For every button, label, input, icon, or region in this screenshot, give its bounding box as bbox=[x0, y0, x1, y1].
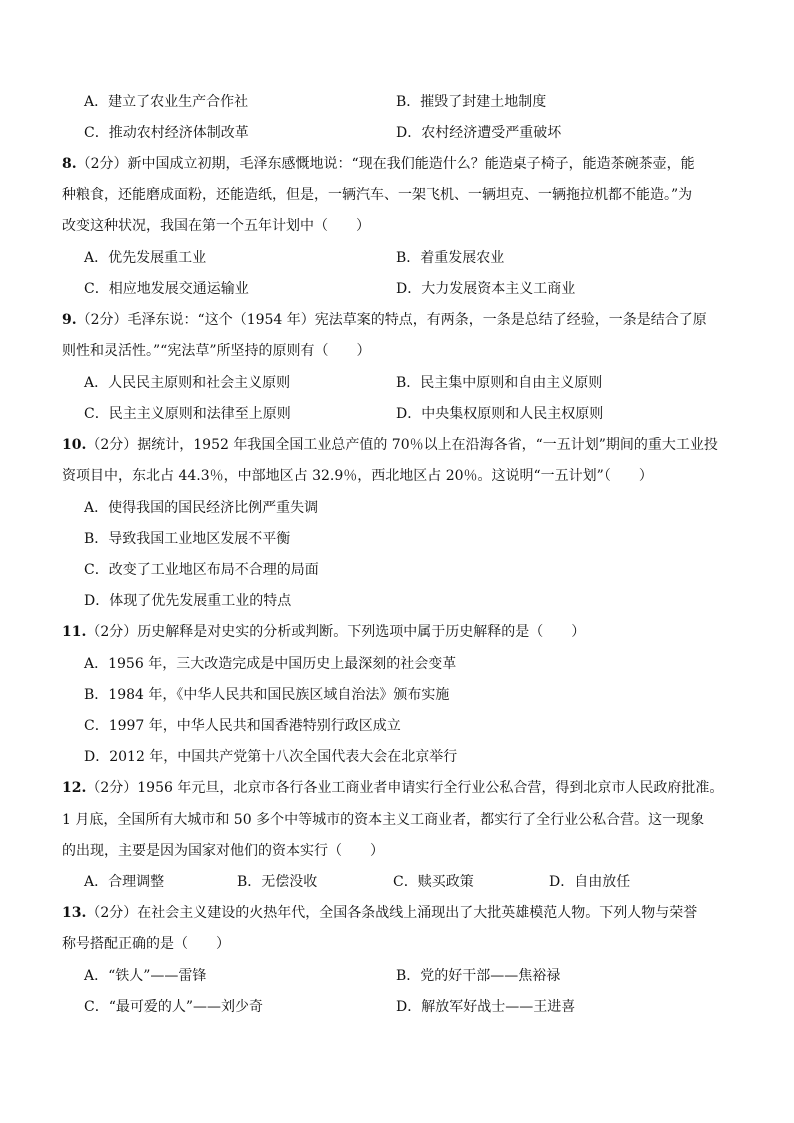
q11-option-b: B．1984 年，《中华人民共和国民族区域自治法》颁布实施 bbox=[84, 687, 450, 703]
q8-stem-line-2: 种粮食，还能磨成面粉，还能造纸，但是，一辆汽车、一架飞机、一辆坦克、一辆拖拉机都不能造。”为 bbox=[62, 187, 693, 203]
q7-option-b: B．摧毁了封建土地制度 bbox=[396, 94, 547, 110]
q12-option-c: C．赎买政策 bbox=[393, 874, 474, 890]
q13-option-c: C．“最可爱的人”——刘少奇 bbox=[84, 999, 264, 1015]
q9-option-b: B．民主集中原则和自由主义原则 bbox=[396, 375, 603, 391]
q10-number: 10. bbox=[62, 437, 87, 453]
q9-stem-line-2: 则性和灵活性。”“宪法草”所坚持的原则有（ ） bbox=[62, 343, 371, 359]
q13-stem-line-1: 13.（2分）在社会主义建设的火热年代，全国各条战线上涌现出了大批英雄模范人物。下列人物与荣誉 bbox=[62, 905, 698, 921]
q9-option-a: A．人民民主原则和社会主义原则 bbox=[84, 375, 291, 391]
q12-stem-line-1: 12.（2分）1956 年元旦，北京市各行各业工商业者申请实行全行业公私合营，得到北京市人民政府批准。 bbox=[62, 780, 724, 796]
q12-option-d: D．自由放任 bbox=[549, 874, 631, 890]
q11-stem-line-1: 11.（2分）历史解释是对史实的分析或判断。下列选项中属于历史解释的是（ ） bbox=[62, 624, 586, 640]
q12-stem-line-3: 的出现，主要是因为国家对他们的资本实行（ ） bbox=[62, 843, 384, 859]
q12-option-b: B．无偿没收 bbox=[237, 874, 318, 890]
q12-number: 12. bbox=[62, 780, 87, 796]
q8-option-a: A．优先发展重工业 bbox=[84, 250, 207, 266]
q9-option-c: C．民主主义原则和法律至上原则 bbox=[84, 406, 291, 422]
q11-option-c: C．1997 年，中华人民共和国香港特别行政区成立 bbox=[84, 718, 401, 734]
q8-option-d: D．大力发展资本主义工商业 bbox=[396, 281, 576, 297]
q13-number: 13. bbox=[62, 905, 87, 921]
q8-number: 8. bbox=[62, 156, 77, 172]
q9-option-d: D．中央集权原则和人民主权原则 bbox=[396, 406, 604, 422]
q7-option-d: D．农村经济遭受严重破坏 bbox=[396, 125, 562, 141]
q12-stem-line-2: 1 月底，全国所有大城市和 50 多个中等城市的资本主义工商业者，都实行了全行业公私合营。这一现象 bbox=[62, 812, 705, 828]
q8-option-b: B．着重发展农业 bbox=[396, 250, 505, 266]
q10-option-b: B．导致我国工业地区发展不平衡 bbox=[84, 531, 291, 547]
q10-option-c: C．改变了工业地区布局不合理的局面 bbox=[84, 562, 319, 578]
q10-stem-line-1: 10.（2分）据统计，1952 年我国全国工业总产值的 70％以上在沿海各省，“一五计划”期间的重大工业投 bbox=[62, 437, 718, 453]
q9-stem-line-1: 9.（2分）毛泽东说：“这个（1954 年）宪法草案的特点，有两条，一条是总结了经验，一条是结合了原 bbox=[62, 312, 707, 328]
q8-option-c: C．相应地发展交通运输业 bbox=[84, 281, 249, 297]
q12-option-a: A．合理调整 bbox=[84, 874, 165, 890]
q8-stem-line-1: 8.（2分）新中国成立初期，毛泽东感慨地说：“现在我们能造什么？能造桌子椅子，能造茶碗茶壶，能 bbox=[62, 156, 695, 172]
q13-stem-line-2: 称号搭配正确的是（ ） bbox=[62, 936, 230, 952]
q11-number: 11. bbox=[62, 624, 87, 640]
q8-stem-line-3: 改变这种状况，我国在第一个五年计划中（ ） bbox=[62, 218, 370, 234]
q10-option-a: A．使得我国的国民经济比例严重失调 bbox=[84, 500, 319, 516]
q11-option-d: D．2012 年，中国共产党第十八次全国代表大会在北京举行 bbox=[84, 749, 458, 765]
q13-option-b: B．党的好干部——焦裕禄 bbox=[396, 968, 561, 984]
q11-option-a: A．1956 年，三大改造完成是中国历史上最深刻的社会变革 bbox=[84, 656, 457, 672]
q13-option-d: D．解放军好战士——王进喜 bbox=[396, 999, 576, 1015]
q7-option-c: C．推动农村经济体制改革 bbox=[84, 125, 249, 141]
q10-stem-line-2: 资项目中，东北占 44.3％，中部地区占 32.9％，西北地区占 20％。这说明“一五计划”（ ） bbox=[62, 468, 653, 484]
q10-option-d: D．体现了优先发展重工业的特点 bbox=[84, 593, 292, 609]
q13-option-a: A．“铁人”——雷锋 bbox=[84, 968, 207, 984]
q9-number: 9. bbox=[62, 312, 77, 328]
q7-option-a: A．建立了农业生产合作社 bbox=[84, 94, 249, 110]
